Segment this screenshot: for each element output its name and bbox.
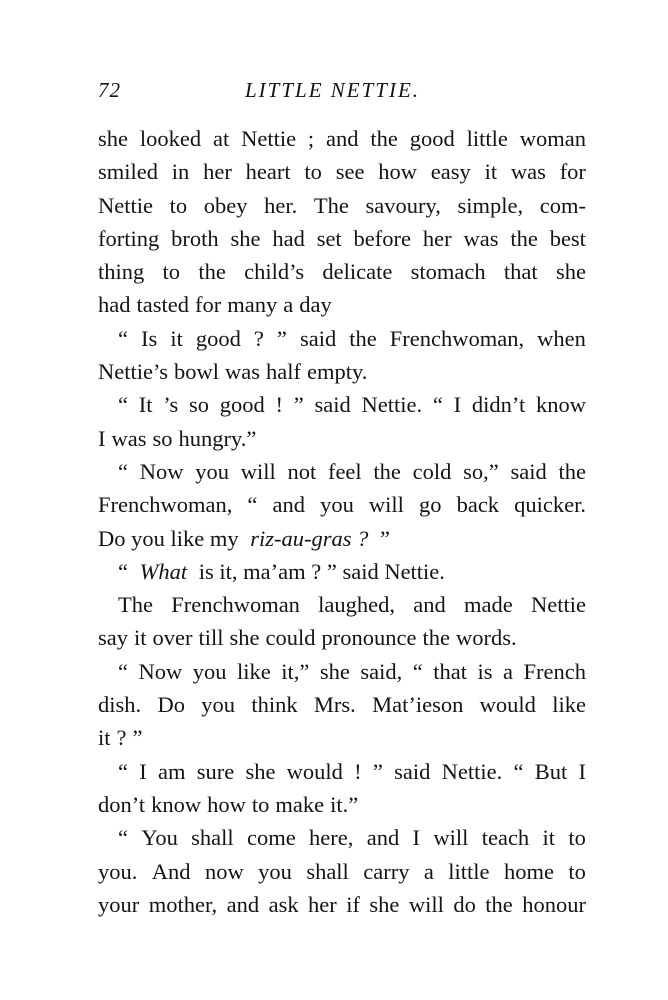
page-number: 72 [98,78,121,102]
running-head: LITTLE NETTIE. [245,78,421,102]
body-text [98,122,586,921]
text-line: “ I am sure she would ! ” said Nettie. “ But I [118,758,586,784]
text-line: “ Is it good ? ” said the Frenchwoman, when [118,325,586,351]
text-line: it ? ” [98,725,143,751]
text-line: you. And now you shall carry a little home to [98,858,586,884]
text-line: don’t know how to make it.” [98,791,359,817]
text-line: dish. Do you think Mrs. Mat’ieson would like [98,692,586,718]
text-line: Nettie to obey her. The savoury, simple, com- [98,192,586,218]
text-line: Frenchwoman, “ and you will go back quicker. [98,492,586,518]
text-line: “ Now you like it,” she said, “ that is a French [118,658,586,684]
page-header [0,78,668,108]
text-line: had tasted for many a day [98,292,332,318]
text-line: she looked at Nettie ; and the good little woman [98,126,586,151]
text-line: forting broth she had set before her was the best [98,225,586,251]
text-line: thing to the child’s delicate stomach that she [98,259,586,285]
text-line: smiled in her heart to see how easy it was for [98,159,586,185]
text-line: your mother, and ask her if she will do the honour [98,891,586,917]
text-line: “ It ’s so good ! ” said Nettie. “ I didn’t know [118,392,586,418]
text-line: The Frenchwoman laughed, and made Nettie [118,592,586,618]
text-line: “ Now you will not feel the cold so,” said the [118,458,586,484]
text-line: say it over till she could pronounce the words. [98,625,517,651]
text-line: “ What is it, ma’am ? ” said Nettie. [118,558,445,584]
text-line: Nettie’s bowl was half empty. [98,359,368,385]
text-line: I was so hungry.” [98,425,257,451]
text-line: “ You shall come here, and I will teach it to [118,825,586,851]
text-line: Do you like my riz-au-gras ? ” [98,525,391,551]
